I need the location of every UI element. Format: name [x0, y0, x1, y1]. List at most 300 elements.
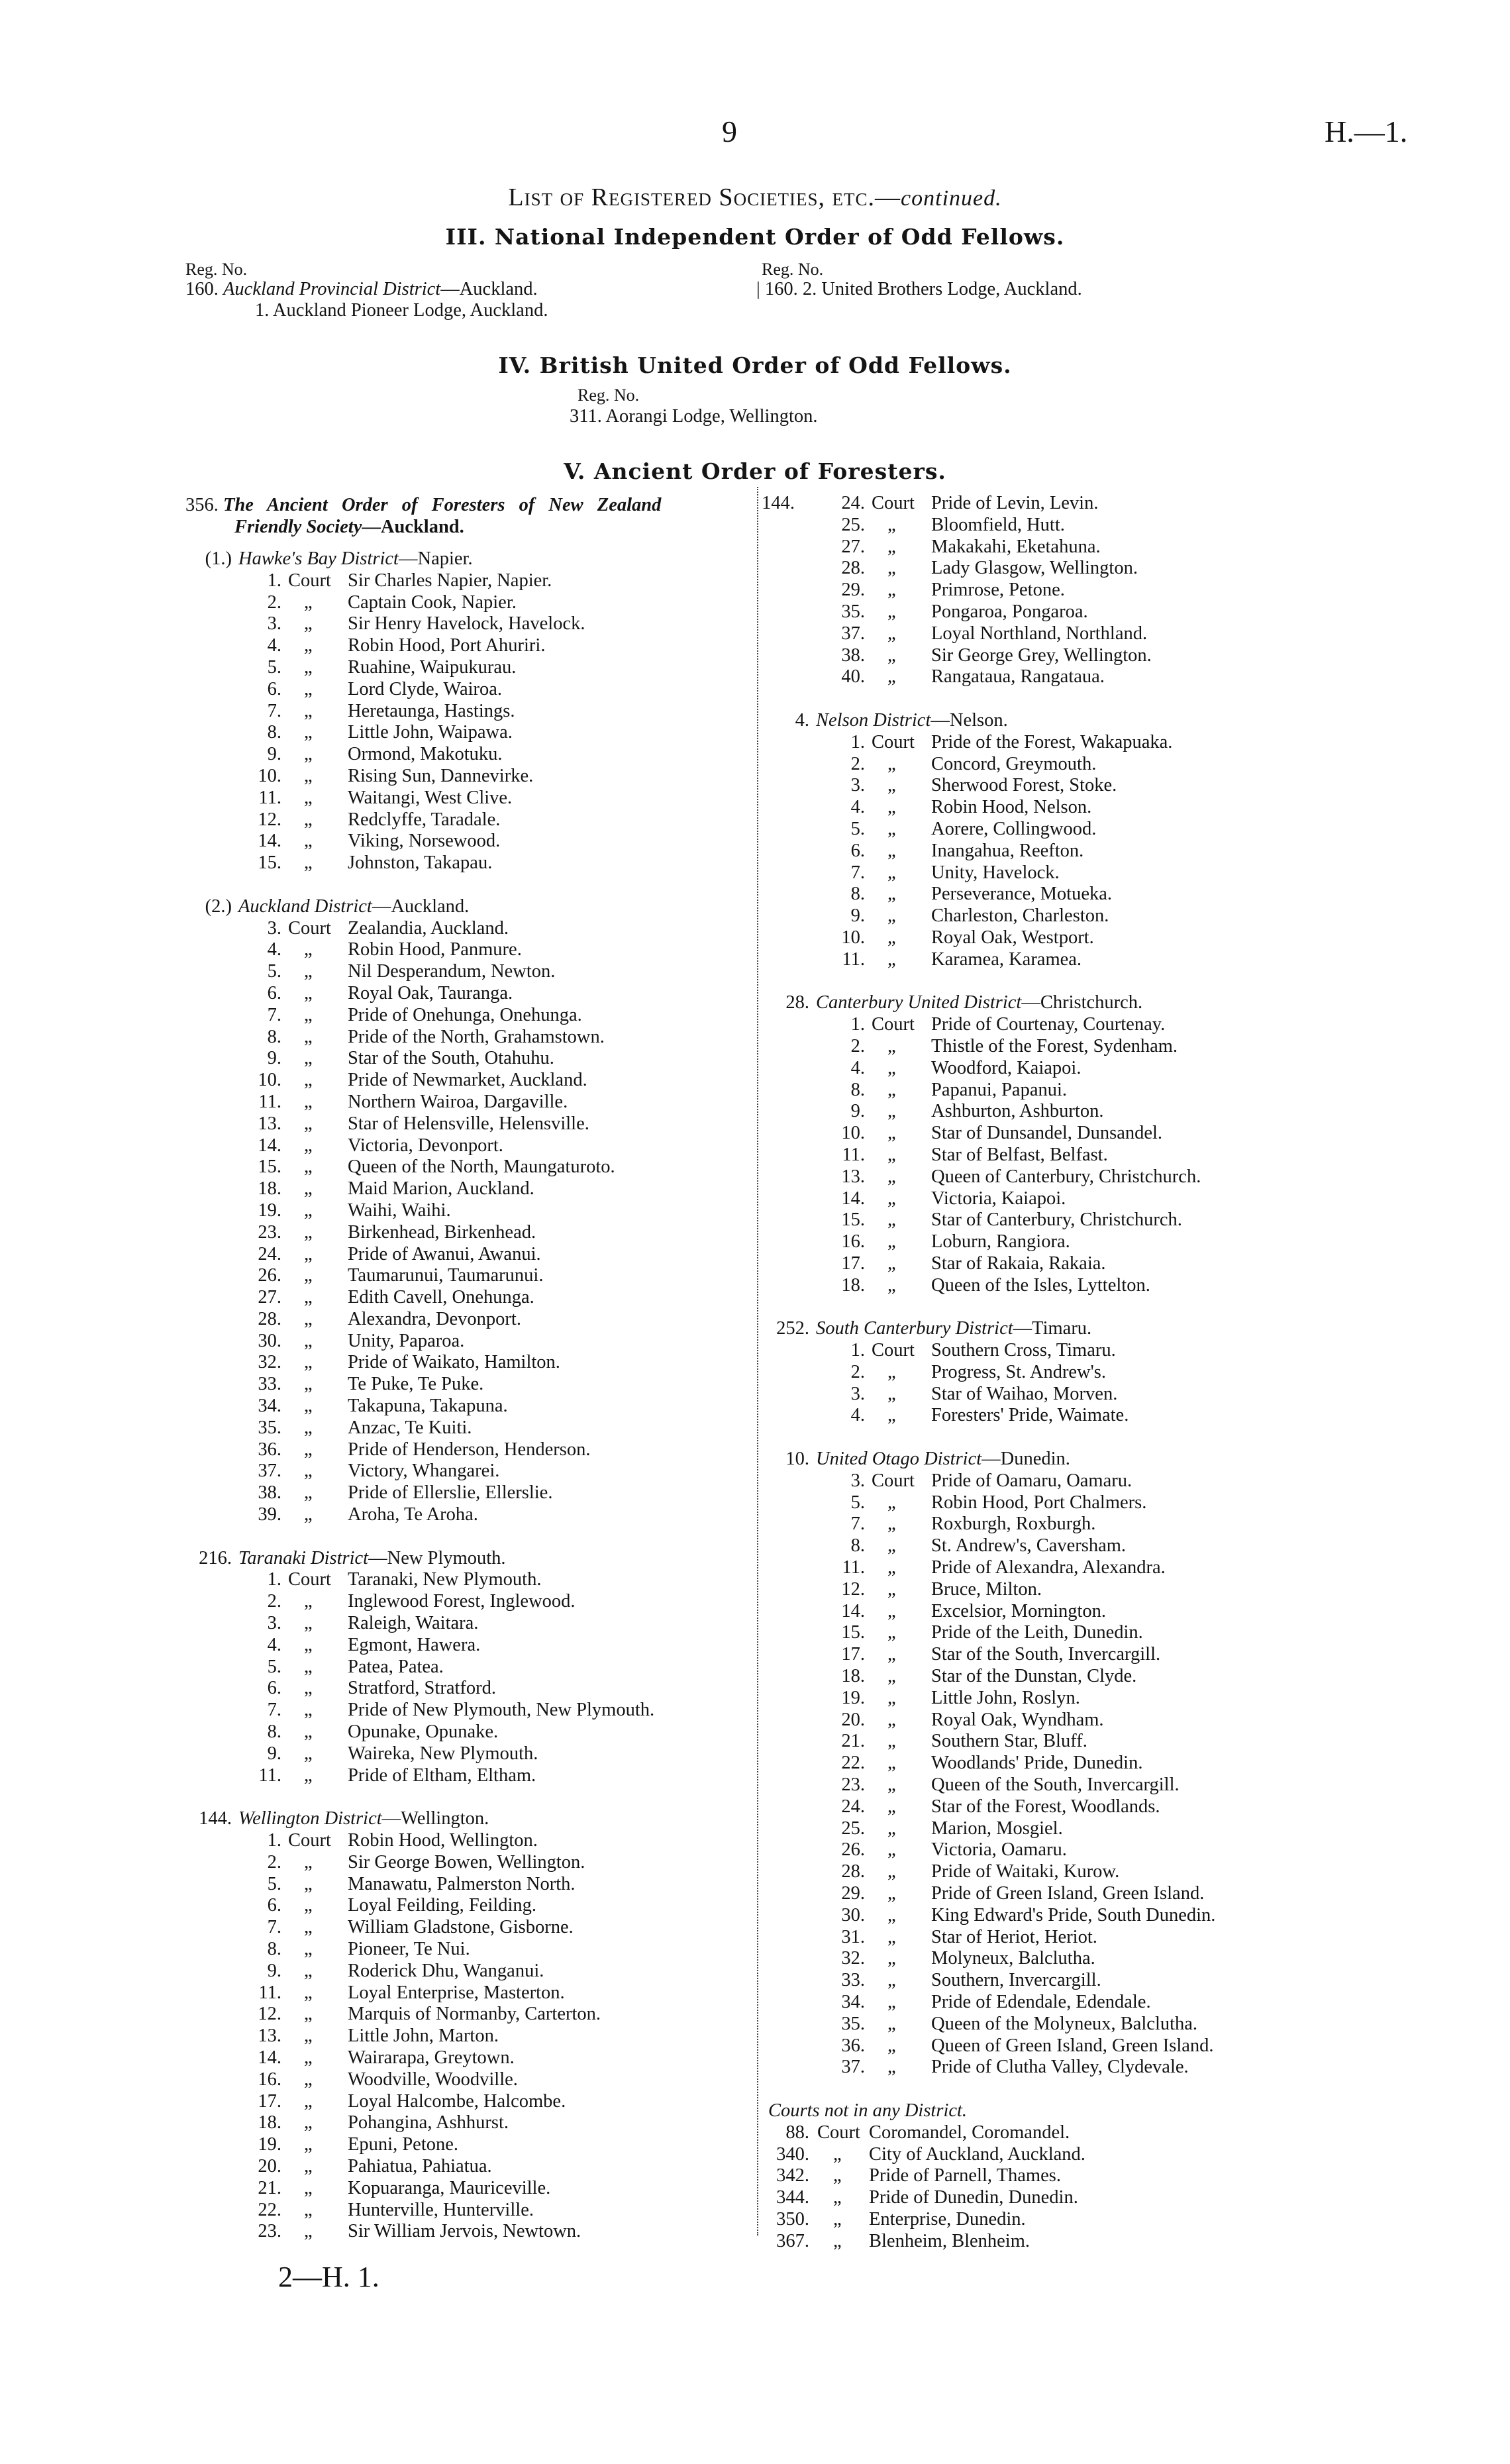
court-ditto: „	[887, 1253, 896, 1274]
court-name: Raleigh, Waitara.	[348, 1613, 479, 1634]
court-row	[768, 797, 1338, 819]
court-row	[768, 2035, 1338, 2057]
court-row	[185, 1200, 755, 1222]
court-number: 16.	[258, 2069, 281, 2090]
court-number: 17.	[258, 2090, 281, 2112]
court-row	[185, 1092, 755, 1113]
district-row	[185, 1548, 755, 1570]
court-row	[185, 852, 755, 874]
court-number: 9.	[267, 744, 281, 765]
court-row	[768, 1622, 1338, 1644]
court-row	[185, 1331, 755, 1353]
court-ditto: „	[887, 1144, 896, 1165]
court-row	[185, 570, 755, 592]
court-row	[768, 1731, 1338, 1753]
court-row	[185, 809, 755, 831]
court-ditto: „	[887, 601, 896, 622]
court-number: 6.	[267, 1895, 281, 1916]
court-number: 9.	[267, 1048, 281, 1069]
court-ditto: Court	[872, 731, 915, 752]
section-4-reg-label: Reg. No.	[578, 385, 640, 405]
court-name: Blenheim, Blenheim.	[869, 2230, 1031, 2251]
court-name: Woodville, Woodville.	[348, 2069, 518, 2090]
court-name: Ormond, Makotuku.	[348, 744, 503, 765]
court-row	[768, 819, 1338, 841]
court-row	[185, 744, 755, 766]
court-ditto: „	[887, 1600, 896, 1621]
court-name: Heretaunga, Hastings.	[348, 700, 515, 721]
court-row	[185, 722, 755, 744]
court-row	[185, 1244, 755, 1266]
court-row	[185, 939, 755, 961]
district-number: 10.	[785, 1449, 809, 1470]
court-name: Robin Hood, Port Chalmers.	[931, 1492, 1147, 1513]
district-name	[816, 1449, 1070, 1470]
court-number: 11.	[842, 949, 865, 970]
court-ditto: „	[304, 2069, 313, 2090]
district-place: —Christchurch.	[1021, 992, 1143, 1013]
court-row	[768, 1188, 1338, 1210]
district-row	[185, 548, 755, 570]
court-row	[185, 766, 755, 788]
court-name: Inglewood Forest, Inglewood.	[348, 1591, 576, 1612]
court-number: 18.	[258, 2112, 281, 2133]
district-name	[238, 1808, 489, 1829]
court-ditto: „	[304, 2155, 313, 2177]
court-number: 9.	[850, 1101, 865, 1122]
court-ditto: „	[887, 1883, 896, 1904]
court-name: Unity, Havelock.	[931, 862, 1060, 883]
court-ditto: „	[833, 2208, 842, 2230]
court-name: Marquis of Normanby, Carterton.	[348, 2004, 601, 2025]
court-row	[768, 580, 1338, 601]
section-5-main-society: The Ancient Order of Foresters of New Zealand	[223, 495, 662, 515]
court-name: Papanui, Papanui.	[931, 1079, 1068, 1100]
court-name: Makakahi, Eketahuna.	[931, 536, 1101, 557]
court-row	[768, 1470, 1338, 1492]
district-name	[816, 1318, 1091, 1339]
court-number: 7.	[850, 862, 865, 883]
district-number: 28.	[785, 992, 809, 1013]
court-name: Star of Rakaia, Rakaia.	[931, 1253, 1106, 1274]
court-name: Waitangi, West Clive.	[348, 787, 513, 808]
court-number: 4.	[267, 1634, 281, 1655]
court-row	[768, 601, 1338, 623]
court-name: Excelsior, Mornington.	[931, 1600, 1107, 1621]
court-name: Waireka, New Plymouth.	[348, 1743, 538, 1764]
district-name-text: Nelson District	[816, 709, 931, 731]
court-ditto: „	[887, 1383, 896, 1404]
court-number: 367.	[776, 2230, 809, 2251]
court-ditto: Court	[872, 1340, 915, 1361]
district-place: —New Plymouth.	[368, 1547, 506, 1568]
court-ditto: Court	[288, 1569, 331, 1590]
district-number: (1.)	[205, 548, 232, 569]
court-number: 23.	[841, 1774, 865, 1796]
court-number: 14.	[841, 1188, 865, 1209]
court-number: 3.	[267, 613, 281, 635]
court-name: Taranaki, New Plymouth.	[348, 1569, 542, 1590]
court-name: Ashburton, Ashburton.	[931, 1101, 1104, 1122]
court-row	[185, 1005, 755, 1027]
section-3-heading: III. National Independent Order of Odd Fellows.	[445, 224, 1065, 250]
court-number: 7.	[267, 1004, 281, 1025]
district-number: 252.	[776, 1318, 809, 1339]
court-number: 33.	[258, 1374, 281, 1395]
court-number: 10.	[841, 927, 865, 948]
court-ditto: „	[887, 775, 896, 796]
court-ditto: „	[887, 1774, 896, 1796]
district-name-text: Taranaki District	[238, 1547, 369, 1568]
court-ditto: „	[304, 1917, 313, 1938]
court-row	[768, 1145, 1338, 1166]
court-ditto: „	[887, 1578, 896, 1600]
court-ditto: „	[887, 514, 896, 535]
court-row	[762, 493, 1338, 515]
court-number: 20.	[258, 2155, 281, 2177]
court-number: 19.	[258, 2134, 281, 2155]
court-name: Pride of the Forest, Wakapuaka.	[931, 731, 1173, 752]
court-row	[185, 1613, 755, 1635]
court-number: 8.	[850, 1079, 865, 1100]
district-place: —Timaru.	[1013, 1318, 1092, 1339]
court-number: 11.	[258, 1982, 281, 2003]
district-place: —Nelson.	[931, 709, 1008, 731]
court-row	[768, 1710, 1338, 1731]
court-row	[185, 1265, 755, 1287]
court-row	[768, 841, 1338, 862]
court-row	[185, 788, 755, 809]
court-ditto: „	[887, 905, 896, 927]
court-number: 24.	[841, 1796, 865, 1817]
court-number: 10.	[258, 1070, 281, 1091]
court-row	[185, 1917, 755, 1939]
footer-signature: 2—H. 1.	[278, 2261, 379, 2293]
court-row	[768, 1992, 1338, 2014]
court-row	[768, 1970, 1338, 1992]
court-name: Victoria, Oamaru.	[931, 1839, 1067, 1861]
court-ditto: „	[304, 852, 313, 874]
court-ditto: „	[887, 1514, 896, 1535]
court-number: 7.	[267, 1917, 281, 1938]
court-row	[185, 1113, 755, 1135]
court-number: 11.	[842, 1557, 865, 1578]
court-row	[768, 1275, 1338, 1297]
court-name: Nil Desperandum, Newton.	[348, 961, 556, 982]
court-row	[768, 905, 1338, 927]
court-number: 13.	[258, 2026, 281, 2047]
court-row	[185, 1961, 755, 1982]
court-name: Patea, Patea.	[348, 1656, 444, 1677]
court-number: 1.	[850, 1014, 865, 1035]
court-row	[185, 1700, 755, 1721]
court-row	[185, 2047, 755, 2069]
section-3-left-place: —Auckland.	[440, 279, 538, 299]
district-name-text: Canterbury United District	[816, 992, 1022, 1013]
court-number: 2.	[267, 591, 281, 613]
court-name: Little John, Waipawa.	[348, 722, 513, 743]
court-ditto: „	[887, 1926, 896, 1947]
court-ditto: „	[304, 1396, 313, 1417]
court-ditto: „	[304, 2026, 313, 2047]
court-ditto: „	[304, 982, 313, 1003]
court-name: Aroha, Te Aroha.	[348, 1504, 478, 1525]
court-ditto: „	[887, 1492, 896, 1513]
court-number: 2.	[850, 1035, 865, 1056]
court-ditto: „	[887, 1101, 896, 1122]
court-name: Loyal Feilding, Feilding.	[348, 1895, 536, 1916]
court-row	[768, 1384, 1338, 1406]
court-name: Marion, Mosgiel.	[931, 1818, 1063, 1839]
section-3-right-line-1-text: 160. 2. United Brothers Lodge, Auckland.	[764, 279, 1082, 299]
court-name: Queen of the South, Invercargill.	[931, 1774, 1180, 1796]
section-5-main-society-line-1	[185, 494, 661, 516]
spacer	[768, 971, 1338, 993]
court-ditto: „	[304, 1352, 313, 1373]
spacer	[185, 1786, 755, 1808]
court-ditto: „	[304, 1243, 313, 1264]
court-row	[768, 537, 1338, 558]
court-number: 29.	[841, 1883, 865, 1904]
court-ditto: „	[887, 1818, 896, 1839]
court-number: 28.	[841, 1861, 865, 1882]
court-row	[768, 1839, 1338, 1861]
court-number: 10.	[258, 765, 281, 786]
court-ditto: „	[304, 1504, 313, 1525]
court-ditto: „	[304, 1156, 313, 1178]
court-row	[768, 732, 1338, 754]
court-number: 1.	[267, 1569, 281, 1590]
district-row	[768, 992, 1338, 1014]
court-ditto: „	[304, 1873, 313, 1894]
court-name: Loyal Enterprise, Masterton.	[348, 1982, 565, 2003]
court-name: Pride of Courtenay, Courtenay.	[931, 1014, 1166, 1035]
court-name: Robin Hood, Wellington.	[348, 1830, 538, 1851]
court-row	[185, 592, 755, 614]
court-name: Ruahine, Waipukurau.	[348, 656, 517, 678]
court-row	[185, 701, 755, 723]
court-ditto: „	[833, 2187, 842, 2208]
court-number: 37.	[841, 623, 865, 644]
court-ditto: „	[304, 787, 313, 808]
court-row	[768, 1818, 1338, 1840]
court-row	[768, 2122, 1338, 2144]
court-ditto: „	[887, 623, 896, 644]
court-number: 4.	[850, 1057, 865, 1078]
court-name: Primrose, Petone.	[931, 580, 1065, 601]
court-row	[768, 666, 1338, 688]
court-name: Sir Henry Havelock, Havelock.	[348, 613, 585, 635]
court-name: Progress, St. Andrew's.	[931, 1361, 1107, 1382]
court-name: Pride of Levin, Levin.	[931, 493, 1099, 513]
court-number: 21.	[258, 2177, 281, 2198]
court-number: 23.	[258, 2221, 281, 2242]
court-ditto: „	[304, 635, 313, 656]
court-number: 35.	[841, 2013, 865, 2034]
court-number: 30.	[258, 1330, 281, 1351]
court-ditto: „	[304, 1287, 313, 1308]
court-name: Pride of Alexandra, Alexandra.	[931, 1557, 1166, 1578]
court-ditto: „	[887, 1405, 896, 1426]
court-number: 38.	[258, 1482, 281, 1504]
court-row	[185, 1178, 755, 1200]
court-name: Taumarunui, Taumarunui.	[348, 1265, 544, 1286]
court-row	[768, 1688, 1338, 1710]
court-number: 14.	[258, 2047, 281, 2068]
court-ditto: „	[304, 1678, 313, 1699]
court-ditto: „	[304, 2004, 313, 2025]
court-ditto: „	[304, 1613, 313, 1634]
court-ditto: „	[887, 1123, 896, 1144]
court-name: Bloomfield, Hutt.	[931, 514, 1065, 535]
court-number: 8.	[267, 1026, 281, 1047]
district-name	[238, 896, 469, 917]
court-ditto: „	[887, 1731, 896, 1752]
court-ditto: „	[304, 1634, 313, 1655]
court-name: Bruce, Milton.	[931, 1578, 1042, 1600]
court-name: Star of Heriot, Heriot.	[931, 1926, 1097, 1947]
court-number: 22.	[258, 2199, 281, 2220]
court-name: Robin Hood, Nelson.	[931, 797, 1092, 818]
section-3-left-line-1	[185, 278, 538, 300]
court-name: Pride of Oamaru, Oamaru.	[931, 1470, 1132, 1491]
court-number: 14.	[258, 1135, 281, 1156]
court-number: 6.	[267, 1678, 281, 1699]
court-ditto: „	[304, 765, 313, 786]
court-name: Pahiatua, Pahiatua.	[348, 2155, 492, 2177]
court-row	[185, 657, 755, 679]
court-number: 32.	[258, 1352, 281, 1373]
court-name: Pride of New Plymouth, New Plymouth.	[348, 1700, 655, 1721]
court-ditto: „	[887, 862, 896, 883]
court-number: 27.	[258, 1287, 281, 1308]
court-name: Opunake, Opunake.	[348, 1721, 499, 1743]
court-ditto: Court	[872, 1470, 915, 1491]
spacer	[185, 1526, 755, 1548]
court-ditto: „	[833, 2165, 842, 2186]
court-row	[185, 1352, 755, 1374]
district-number: (2.)	[205, 896, 232, 917]
court-row	[768, 775, 1338, 797]
group-heading-text: Courts not in any District.	[768, 2100, 968, 2121]
court-ditto: „	[304, 1135, 313, 1156]
court-ditto: „	[887, 1666, 896, 1687]
court-row	[768, 558, 1338, 580]
court-ditto: „	[887, 1861, 896, 1882]
court-ditto: „	[887, 1274, 896, 1296]
court-name: Rangataua, Rangataua.	[931, 666, 1105, 688]
court-row	[768, 2165, 1338, 2187]
court-number: 40.	[841, 666, 865, 688]
court-ditto: „	[304, 2047, 313, 2068]
court-name: Charleston, Charleston.	[931, 905, 1109, 927]
court-ditto: „	[887, 1188, 896, 1209]
court-row	[768, 1927, 1338, 1949]
court-number: 15.	[258, 852, 281, 874]
court-name: Star of the South, Invercargill.	[931, 1644, 1161, 1665]
district-row	[768, 1318, 1338, 1340]
court-ditto: „	[304, 613, 313, 635]
district-row	[185, 1808, 755, 1830]
court-name: Royal Oak, Wyndham.	[931, 1709, 1104, 1730]
court-ditto: „	[887, 1948, 896, 1969]
court-name: Molyneux, Balclutha.	[931, 1948, 1095, 1969]
court-name: Karamea, Karamea.	[931, 949, 1082, 970]
court-row	[768, 1796, 1338, 1818]
court-row	[768, 884, 1338, 905]
court-row	[768, 1644, 1338, 1666]
court-ditto: „	[887, 753, 896, 774]
court-name: Queen of the Isles, Lyttelton.	[931, 1274, 1150, 1296]
court-row	[185, 1982, 755, 2004]
court-row	[185, 1287, 755, 1309]
court-ditto: „	[887, 1687, 896, 1708]
court-number: 10.	[841, 1123, 865, 1144]
district-name-text: Auckland District	[238, 896, 372, 917]
court-row	[185, 1156, 755, 1178]
court-row	[768, 1405, 1338, 1427]
court-ditto: „	[304, 1591, 313, 1612]
court-ditto: „	[304, 2199, 313, 2220]
court-number: 18.	[841, 1666, 865, 1687]
court-ditto: „	[887, 1361, 896, 1382]
court-name: Sir George Grey, Wellington.	[931, 644, 1152, 666]
district-row	[185, 896, 755, 918]
section-3-right-line-1: | 160. 2. United Brothers Lodge, Auckland.	[756, 279, 1082, 299]
court-row	[185, 1743, 755, 1765]
court-number: 24.	[841, 493, 865, 513]
court-number: 9.	[850, 905, 865, 927]
court-ditto: „	[887, 1535, 896, 1557]
court-ditto: „	[887, 1839, 896, 1861]
court-number: 4.	[267, 939, 281, 960]
court-row	[185, 1635, 755, 1657]
court-ditto: „	[304, 1308, 313, 1329]
court-name: Pride of Henderson, Henderson.	[348, 1439, 591, 1460]
court-number: 18.	[841, 1274, 865, 1296]
court-name: Star of the South, Otahuhu.	[348, 1048, 554, 1069]
court-name: William Gladstone, Gisborne.	[348, 1917, 574, 1938]
court-number: 11.	[258, 1091, 281, 1112]
court-number: 2.	[850, 1361, 865, 1382]
court-name: Queen of Canterbury, Christchurch.	[931, 1166, 1201, 1187]
court-name: City of Auckland, Auckland.	[869, 2143, 1085, 2165]
court-row	[768, 2231, 1338, 2253]
court-ditto: „	[304, 1417, 313, 1438]
court-row	[768, 1014, 1338, 1036]
district-number: 144.	[199, 1808, 232, 1829]
court-ditto: „	[304, 1113, 313, 1134]
court-ditto: „	[304, 1439, 313, 1460]
court-name: Sir George Bowen, Wellington.	[348, 1851, 585, 1873]
document-reference: H.—1.	[1325, 115, 1408, 148]
court-number: 19.	[841, 1687, 865, 1708]
court-name: Johnston, Takapau.	[348, 852, 493, 874]
court-name: Rising Sun, Dannevirke.	[348, 765, 534, 786]
district-name	[816, 992, 1142, 1013]
court-number: 5.	[850, 1492, 865, 1513]
court-ditto: „	[887, 1709, 896, 1730]
district-name	[238, 548, 473, 570]
court-name: Aorere, Collingwood.	[931, 818, 1097, 839]
district-place: —Napier.	[398, 548, 473, 569]
court-name: Sherwood Forest, Stoke.	[931, 775, 1117, 796]
court-name: Waihi, Waihi.	[348, 1200, 451, 1221]
court-ditto: „	[887, 1035, 896, 1056]
district-number: 144.	[762, 493, 795, 513]
court-number: 2.	[850, 753, 865, 774]
court-row	[768, 1753, 1338, 1774]
